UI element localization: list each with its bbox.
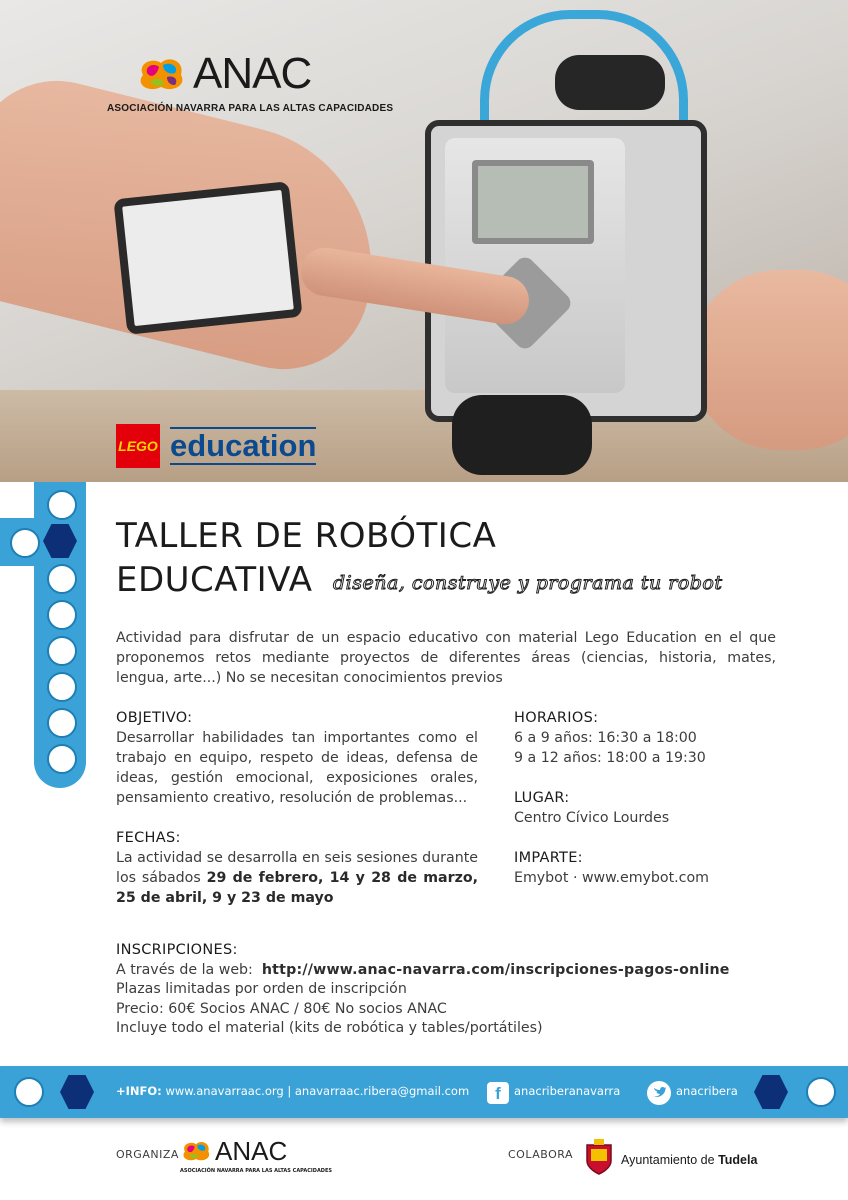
brain-icon — [135, 55, 187, 93]
fechas-heading: FECHAS: — [116, 830, 181, 846]
lugar-section — [514, 788, 794, 828]
fechas-text-prefix: La actividad se desarrolla en seis sesiones durante los sábados — [116, 850, 478, 886]
lugar-heading: LUGAR: — [514, 790, 570, 806]
imparte-heading: IMPARTE: — [514, 850, 583, 866]
objetivo-text: Desarrollar habilidades tan importantes como el trabajo en equipo, respeto de ideas, defensa de ideas, gestión emocional, exposiciones orales, pensamiento creativo, resolución de problemas... — [116, 730, 478, 806]
organiza-label: ORGANIZA — [116, 1148, 179, 1161]
brain-icon — [180, 1139, 212, 1163]
footer-info-label: +INFO: — [116, 1084, 162, 1098]
imparte-text: Emybot · www.emybot.com — [514, 870, 709, 886]
title-line-1: TALLER DE ROBÓTICA — [116, 516, 497, 556]
tudela-shield-icon — [585, 1139, 613, 1175]
anac-logo-text: ANAC — [193, 49, 312, 98]
imparte-section — [514, 848, 794, 888]
hero-photo — [0, 0, 848, 482]
fechas-text — [116, 848, 478, 908]
footer-facebook-handle[interactable]: anacriberanavarra — [514, 1084, 621, 1098]
colabora-city: Tudela — [718, 1153, 758, 1167]
beam-hole — [47, 600, 77, 630]
colabora-label: COLABORA — [508, 1148, 573, 1161]
footer-info — [116, 1084, 469, 1098]
lego-brand-box: LEGO — [116, 424, 160, 468]
anac-logo — [135, 49, 312, 98]
footer-bar — [0, 1066, 848, 1118]
beam-hole — [14, 1077, 44, 1107]
robot-sensor — [555, 55, 665, 110]
beam-hex-axle — [60, 1075, 94, 1109]
inscripciones-web-line — [116, 961, 796, 981]
beam-hole — [47, 708, 77, 738]
organiza-logo-text: ANAC — [215, 1136, 288, 1166]
beam-hole — [47, 672, 77, 702]
beam-hole — [47, 636, 77, 666]
anac-logo-subtitle: ASOCIACIÓN NAVARRA PARA LAS ALTAS CAPACIDADES — [107, 103, 394, 114]
objetivo-heading: OBJETIVO: — [116, 710, 193, 726]
beam-hex-axle — [754, 1075, 788, 1109]
lugar-text: Centro Cívico Lourdes — [514, 810, 670, 826]
facebook-icon[interactable]: f — [487, 1082, 509, 1104]
beam-hole — [806, 1077, 836, 1107]
horarios-heading: HORARIOS: — [514, 710, 599, 726]
robot-screen — [472, 160, 594, 244]
inscripciones-line-3: Precio: 60€ Socios ANAC / 80€ No socios ANAC — [116, 1000, 447, 1017]
twitter-icon[interactable] — [647, 1081, 671, 1105]
inscripciones-line-2: Plazas limitadas por orden de inscripción — [116, 981, 407, 997]
inscripciones-line-4: Incluye todo el material (kits de robótica y tables/portátiles) — [116, 1020, 543, 1036]
beam-hole — [47, 744, 77, 774]
inscripciones-section — [116, 941, 796, 1039]
footer-info-contact[interactable]: www.anavarraac.org | anavarraac.ribera@gmail.com — [165, 1084, 470, 1098]
fechas-dates: 29 de febrero, 14 y 28 de marzo, 25 de abril, 9 y 23 de mayo — [116, 870, 479, 906]
inscripciones-heading: INSCRIPCIONES: — [116, 942, 238, 958]
horarios-line-1: 6 a 9 años: 16:30 a 18:00 — [514, 730, 697, 746]
objetivo-section — [116, 708, 478, 808]
footer-twitter-handle[interactable]: anacribera — [676, 1084, 738, 1098]
organiza-anac-logo — [180, 1138, 287, 1164]
robot-wheel — [452, 395, 592, 475]
wrist-lego-brick — [113, 181, 302, 335]
organiza-logo-subtitle: ASOCIACIÓN NAVARRA PARA LAS ALTAS CAPACIDADES — [180, 1168, 332, 1174]
right-column — [514, 708, 794, 908]
inscripciones-web-label: A través de la web: — [116, 961, 253, 978]
twitter-bird-glyph — [647, 1081, 671, 1105]
intro-paragraph: Actividad para disfrutar de un espacio educativo con material Lego Education en el que proponemos retos mediante proyectos de diferentes áreas (ciencias, historia, mates, lengua, arte...) No se necesitan conocimientos previos — [116, 630, 776, 686]
horarios-line-2: 9 a 12 años: 18:00 a 19:30 — [514, 750, 706, 766]
beam-hole — [47, 564, 77, 594]
beam-hole — [47, 490, 77, 520]
title-slogan: diseña, construye y programa tu robot — [333, 572, 723, 594]
horarios-section — [514, 708, 794, 768]
inscripciones-web-link[interactable]: http://www.anac-navarra.com/inscripciones-pagos-online — [261, 961, 730, 978]
colabora-ayuntamiento — [621, 1153, 757, 1167]
lego-education-logo — [116, 424, 316, 468]
colabora-prefix: Ayuntamiento de — [621, 1153, 715, 1167]
left-column — [116, 708, 478, 928]
fechas-section — [116, 828, 478, 908]
lego-product-text: education — [170, 428, 317, 463]
beam-hole — [10, 528, 40, 558]
title-line-2: EDUCATIVA — [116, 560, 313, 600]
